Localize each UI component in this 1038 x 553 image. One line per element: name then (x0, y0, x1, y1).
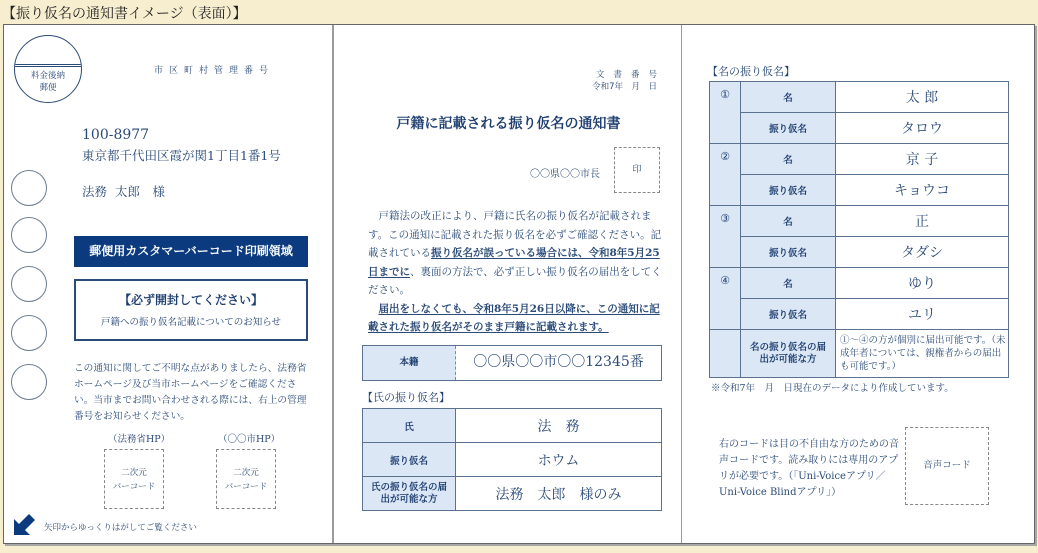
document-number (592, 69, 666, 93)
open-notice-box (74, 279, 308, 341)
stamp-line-1: 料金後納 (30, 71, 65, 81)
table-row (710, 82, 1009, 113)
eligible-value: ①～④の方が個別に届出可能です。（未成年者については、親権者からの届出も可能です。） (836, 330, 1009, 378)
person-number: ② (710, 144, 741, 206)
qr-box-line: バーコード (224, 482, 268, 492)
punch-hole-icon (11, 364, 47, 400)
given-name-value: 太 郎 (836, 82, 1009, 113)
doc-number-label: 文書番号 (595, 70, 666, 80)
eligible-key: 名の振り仮名の届出が可能な方 (741, 330, 836, 378)
body-text-plain: 、裏面の方法で、必ず正しい振り仮名の届出をしてください。 (368, 265, 662, 296)
table-row (710, 330, 1009, 378)
table-row (710, 175, 1009, 206)
honseki-value: 〇〇県〇〇市〇〇12345番 (473, 354, 644, 370)
customer-barcode-area: 郵便用カスタマーバーコード印刷領域 (74, 236, 308, 267)
eligible-value: 法務 太郎 様のみ (456, 477, 662, 511)
table-row (710, 268, 1009, 299)
given-kana-value: キョウコ (836, 175, 1009, 206)
open-notice-subtitle: 戸籍への振り仮名記載についてのお知らせ (100, 317, 282, 328)
given-kana-value: タダシ (836, 237, 1009, 268)
data-date-note: ※令和7年 月 日現在のデータにより作成しています。 (711, 383, 954, 394)
table-row (710, 144, 1009, 175)
given-name-panel (683, 25, 1035, 543)
name-key: 名 (741, 206, 836, 237)
seal-box: 印 (614, 147, 660, 193)
given-name-value: 正 (836, 206, 1009, 237)
body-text-plain: 戸籍法の改正により、戸籍に氏名の振り仮名が記載されます。この通知に記載された振り仮名を必ずご確認ください。記載されている (368, 210, 662, 259)
kana-key: 振り仮名 (741, 299, 836, 330)
address-panel (4, 25, 334, 543)
addressee: 法務 太郎 様 (82, 184, 165, 199)
surname-table (362, 408, 662, 511)
document-title: 戸籍に記載される振り仮名の通知書 (396, 116, 621, 132)
table-row (363, 443, 662, 477)
given-name-value: ゆり (836, 268, 1009, 299)
arrow-down-left-icon (14, 513, 36, 535)
open-notice-title: 【必ず開封してください】 (118, 293, 263, 307)
empty-cell (710, 330, 741, 378)
surname-key: 氏 (363, 409, 456, 443)
punch-hole-icon (11, 315, 47, 351)
person-number: ③ (710, 206, 741, 268)
table-row (710, 237, 1009, 268)
qr-box-line: 二次元 (233, 468, 259, 478)
honseki-row (362, 345, 662, 381)
address: 東京都千代田区霞が関1丁目1番1号 (82, 148, 281, 163)
body-text-emphasis: 届出をしなくても、令和8年5月26日以降に、この通知に記載された振り仮名がそのまま戸籍に記載されます。 (368, 302, 660, 333)
notice-body-text (368, 207, 662, 337)
table-row (710, 299, 1009, 330)
given-name-value: 京 子 (836, 144, 1009, 175)
qr-box-line: 二次元 (121, 468, 147, 478)
surname-section-label: 【氏の振り仮名】 (362, 391, 450, 404)
city-hp-label: （〇〇市HP） (218, 434, 281, 445)
given-name-table (709, 81, 1009, 378)
eligible-key: 氏の振り仮名の届出が可能な方 (363, 477, 456, 511)
kana-key: 振り仮名 (741, 237, 836, 268)
kana-key: 振り仮名 (363, 443, 456, 477)
page-heading: 【振り仮名の通知書イメージ（表面）】 (2, 6, 247, 22)
peel-instruction: 矢印からゆっくりはがしてご覧ください (44, 523, 197, 533)
given-kana-value: ユリ (836, 299, 1009, 330)
person-number: ① (710, 82, 741, 144)
stamp-line-2: 郵便 (39, 83, 57, 93)
management-number-label: 市区町村管理番号 (154, 66, 275, 76)
surname-value: 法 務 (456, 409, 662, 443)
doc-date: 令和7年 月 日 (592, 82, 657, 92)
punch-hole-icon (11, 266, 47, 302)
mayor-name: 〇〇県〇〇市長 (530, 169, 600, 180)
notice-sheet (3, 24, 1035, 544)
body-text-emphasis: 振り仮名が誤っている場合には、令和8年5月25日までに (368, 247, 660, 278)
punch-hole-icon (11, 217, 47, 253)
name-key: 名 (741, 82, 836, 113)
given-name-section-label: 【名の振り仮名】 (707, 65, 795, 78)
city-qr-code[interactable] (216, 449, 276, 509)
moj-qr-code[interactable] (104, 449, 164, 509)
postal-code: 100-8977 (82, 127, 150, 143)
name-key: 名 (741, 268, 836, 299)
surname-kana-value: ホウム (456, 443, 662, 477)
table-row (710, 113, 1009, 144)
notice-body-panel (336, 25, 682, 543)
table-row (710, 206, 1009, 237)
kana-key: 振り仮名 (741, 175, 836, 206)
table-row (363, 409, 662, 443)
inquiry-text: この通知に関してご不明な点がありましたら、法務省ホームページ及び当市ホームページをご確認ください。当市までお問い合わせされる際には、右上の管理番号をお知らせください。 (74, 363, 307, 422)
postage-stamp-mark (14, 35, 82, 103)
name-key: 名 (741, 144, 836, 175)
voice-code-explanation: 右のコードは目の不自由な方のための音声コードです。読み取りには専用のアプリが必要です。（「Uni-Voiceアプリ／Uni-Voice Blindアプリ」） (719, 439, 899, 498)
voice-code-box[interactable]: 音声コード (905, 427, 989, 505)
kana-key: 振り仮名 (741, 113, 836, 144)
qr-box-line: バーコード (112, 482, 156, 492)
punch-hole-icon (11, 170, 47, 206)
moj-hp-label: （法務省HP） (108, 434, 171, 445)
person-number: ④ (710, 268, 741, 330)
honseki-label: 本籍 (363, 346, 456, 380)
given-kana-value: タロウ (836, 113, 1009, 144)
table-row (363, 477, 662, 511)
